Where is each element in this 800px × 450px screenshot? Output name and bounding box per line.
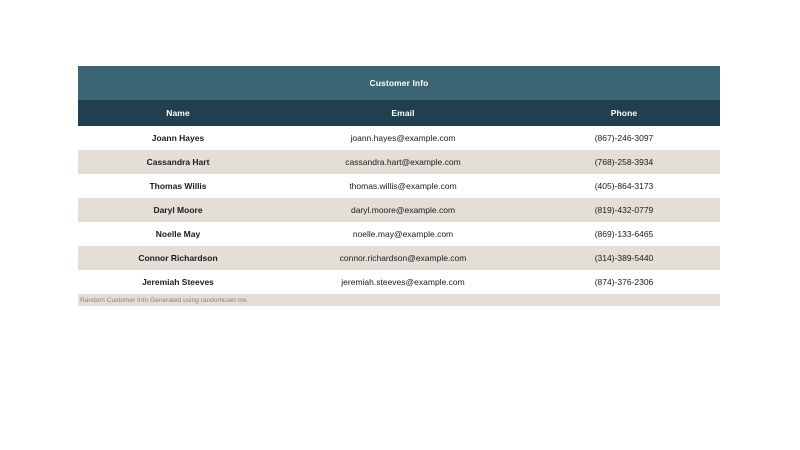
table-row	[78, 198, 720, 222]
table-row	[78, 270, 720, 294]
cell-name: Thomas Willis	[149, 181, 207, 191]
column-header-phone[interactable]: Phone	[528, 100, 720, 126]
cell-name: Connor Richardson	[138, 253, 218, 263]
cell-phone: (867)-246-3097	[594, 133, 654, 143]
column-header-name[interactable]: Name	[78, 100, 278, 126]
table-title-row	[78, 66, 720, 100]
table-row	[78, 246, 720, 270]
cell-name: Daryl Moore	[153, 205, 203, 215]
cell-phone: (768)-258-3934	[594, 157, 654, 167]
table-head	[78, 66, 720, 126]
table-title: Customer Info	[78, 66, 720, 100]
cell-email: connor.richardson@example.com	[339, 253, 467, 263]
cell-email: noelle.may@example.com	[352, 229, 454, 239]
cell-name: Jeremiah Steeves	[142, 277, 214, 287]
table-row	[78, 150, 720, 174]
table-row	[78, 174, 720, 198]
cell-email: daryl.moore@example.com	[350, 205, 456, 215]
cell-name: Cassandra Hart	[146, 157, 210, 167]
table-caption-row	[78, 294, 720, 306]
column-header-email[interactable]: Email	[278, 100, 528, 126]
customer-info-table-container	[78, 66, 720, 306]
customer-info-table	[78, 66, 720, 306]
table-header-row	[78, 100, 720, 126]
cell-phone: (314)-389-5440	[594, 253, 654, 263]
cell-phone: (874)-376-2306	[594, 277, 654, 287]
cell-email: jeremiah.steeves@example.com	[341, 277, 465, 287]
cell-email: joann.hayes@example.com	[350, 133, 456, 143]
table-row	[78, 222, 720, 246]
table-body	[78, 126, 720, 294]
table-caption: Random Customer Info Generated using randomuser.me.	[78, 294, 720, 306]
cell-email: cassandra.hart@example.com	[345, 157, 461, 167]
cell-name: Joann Hayes	[151, 133, 205, 143]
table-foot	[78, 294, 720, 306]
table-row	[78, 126, 720, 150]
cell-phone: (869)-133-6465	[594, 229, 654, 239]
cell-phone: (819)-432-0779	[594, 205, 654, 215]
cell-name: Noelle May	[155, 229, 201, 239]
cell-phone: (405)-864-3173	[594, 181, 654, 191]
cell-email: thomas.willis@example.com	[349, 181, 457, 191]
